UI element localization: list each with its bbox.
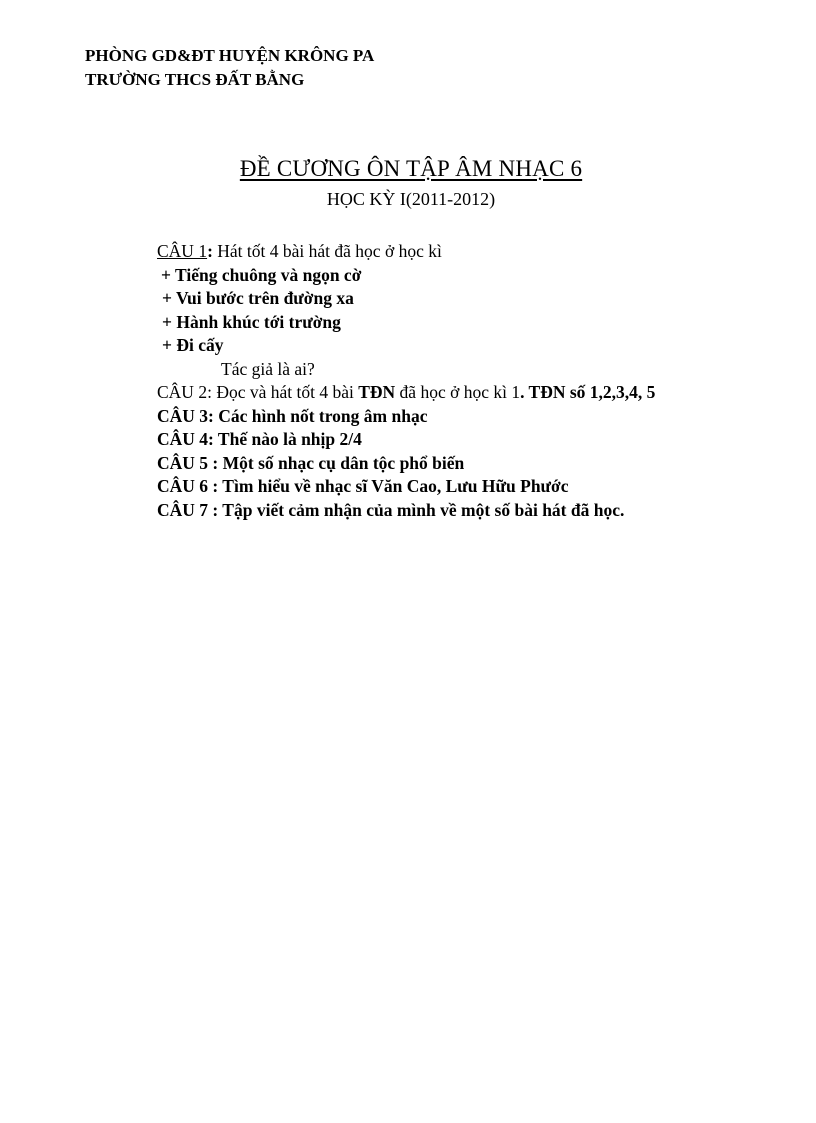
school-name: TRƯỜNG THCS ĐẤT BẰNG: [85, 70, 305, 89]
song-item: + Đi cấy: [162, 335, 224, 355]
question-3: CÂU 3: Các hình nốt trong âm nhạc: [157, 405, 428, 426]
question-2: [157, 381, 655, 405]
song-item: + Hành khúc tới trường: [162, 311, 341, 332]
question-1-label: CÂU 1: [157, 241, 208, 261]
question-2-tdn-numbers: . TĐN số 1,2,3,4, 5: [520, 382, 656, 402]
question-4: CÂU 4: Thế nào là nhịp 2/4: [157, 429, 362, 449]
question-2-text-2: đã học ở học kì 1: [395, 382, 521, 402]
question-list: [157, 240, 655, 522]
author-question: Tác giả là ai?: [221, 358, 315, 379]
question-5: CÂU 5 : Một số nhạc cụ dân tộc phổ biến: [157, 452, 465, 473]
song-item: + Vui bước trên đường xa: [162, 288, 354, 308]
question-1-text: Hát tốt 4 bài hát đã học ở học kì: [212, 241, 442, 261]
question-1-colon: :: [207, 241, 213, 261]
document-header: [85, 44, 374, 92]
question-2-tdn: TĐN: [358, 382, 396, 402]
document-title: ĐỀ CƯƠNG ÔN TẬP ÂM NHẠC 6: [239, 156, 583, 181]
question-2-text: Đọc và hát tốt 4 bài: [211, 382, 359, 402]
question-1: [157, 240, 655, 264]
song-item: + Tiếng chuông và ngọn cờ: [161, 264, 362, 285]
question-7: CÂU 7 : Tập viết cảm nhận của mình về một số bài hát đã học.: [157, 499, 625, 520]
question-2-label: CÂU 2:: [157, 382, 212, 402]
question-6: CÂU 6 : Tìm hiểu về nhạc sĩ Văn Cao, Lưu Hữu Phước: [157, 476, 569, 496]
department-name: PHÒNG GD&ĐT HUYỆN KRÔNG PA: [85, 46, 375, 65]
document-subtitle: HỌC KỲ I(2011-2012): [326, 189, 496, 209]
title-block: [0, 156, 816, 182]
